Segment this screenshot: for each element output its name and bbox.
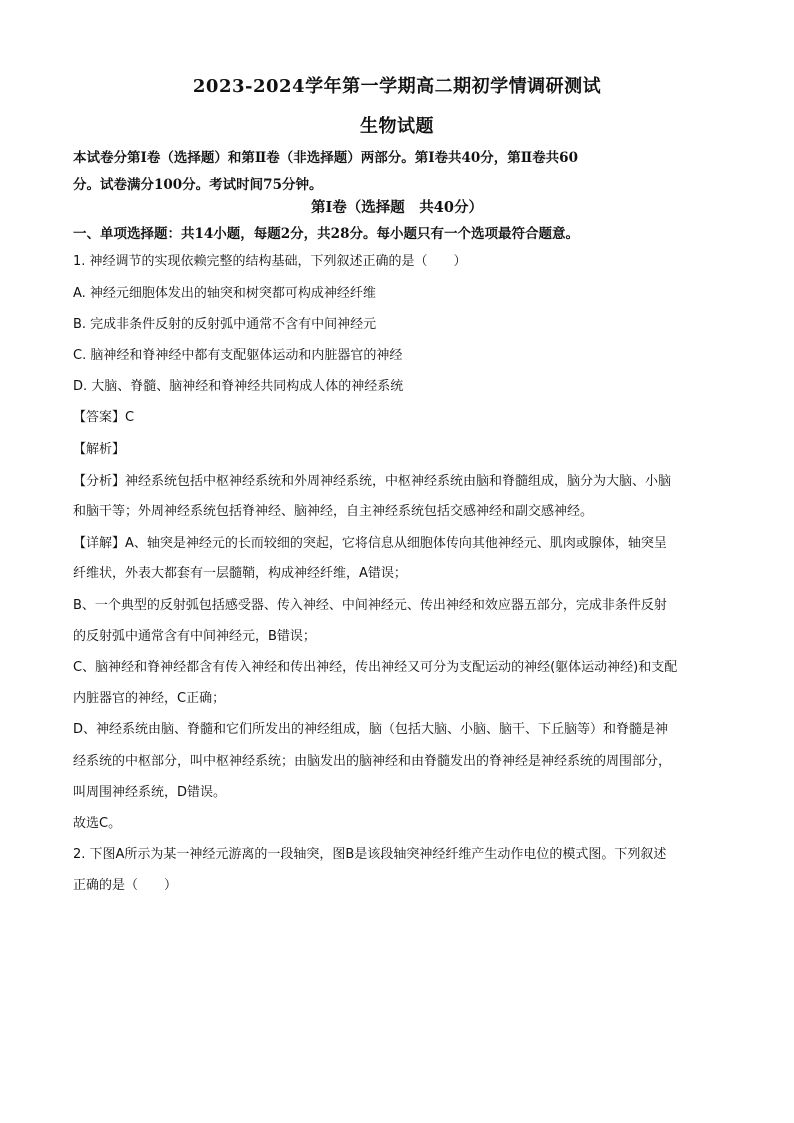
question-2-stem-line-1: 2. 下图A所示为某一神经元游离的一段轴突，图B是该段轴突神经纤维产生动作电位的模式图。下列叙述 — [73, 847, 667, 862]
question-1-conclusion: 故选C。 — [73, 816, 122, 831]
analysis-line-2: 和脑干等；外周神经系统包括脊神经、脑神经，自主神经系统包括交感神经和副交感神经。 — [73, 504, 594, 519]
detail-a-line-2: 纤维状，外表大都套有一层髓鞘，构成神经纤维，A错误； — [73, 566, 407, 581]
question-1-option-b: B. 完成非条件反射的反射弧中通常不含有中间神经元 — [73, 317, 377, 332]
detail-d-line-3: 叫周围神经系统，D错误。 — [73, 785, 227, 800]
section-heading: 第Ⅰ卷（选择题 共40分） — [311, 199, 483, 216]
detail-d-line-2: 经系统的中枢部分，叫中枢神经系统；由脑发出的脑神经和由脊髓发出的脊神经是神经系统的周围部分， — [73, 754, 672, 769]
exam-title: 2023-2024学年第一学期高二期初学情调研测试 — [192, 76, 602, 97]
detail-b-line-2: 的反射弧中通常含有中间神经元，B错误； — [73, 629, 316, 644]
detail-c-line-1: C、脑神经和脊神经都含有传入神经和传出神经，传出神经又可分为支配运动的神经(躯体运动神经)和支配 — [73, 660, 678, 675]
detail-b-line-1: B、一个典型的反射弧包括感受器、传入神经、中间神经元、传出神经和效应器五部分，完成非条件反射 — [73, 598, 667, 613]
question-1-option-d: D. 大脑、脊髓、脑神经和脊神经共同构成人体的神经系统 — [73, 379, 404, 394]
analysis-line-1: 【分析】神经系统包括中枢神经系统和外周神经系统，中枢神经系统由脑和脊髓组成，脑分为大脑、小脑 — [73, 474, 672, 489]
detail-a-line-1: 【详解】A、轴突是神经元的长而较细的突起，它将信息从细胞体传向其他神经元、肌肉或腺体，轴突呈 — [73, 536, 667, 551]
question-1-answer: 【答案】C — [73, 410, 135, 425]
detail-c-line-2: 内脏器官的神经，C正确； — [73, 691, 226, 706]
question-1-analysis-label: 【解析】 — [73, 442, 126, 457]
detail-d-line-1: D、神经系统由脑、脊髓和它们所发出的神经组成，脑（包括大脑、小脑、脑干、下丘脑等）和脊髓是神 — [73, 722, 669, 737]
question-2-stem-line-2: 正确的是（ ） — [73, 878, 178, 893]
question-1-option-a: A. 神经元细胞体发出的轴突和树突都可构成神经纤维 — [73, 286, 376, 301]
intro-line-1: 本试卷分第Ⅰ卷（选择题）和第Ⅱ卷（非选择题）两部分。第Ⅰ卷共40分，第Ⅱ卷共60 — [73, 150, 578, 166]
intro-line-2: 分。试卷满分100分。考试时间75分钟。 — [73, 177, 323, 193]
question-1-stem: 1. 神经调节的实现依赖完整的结构基础，下列叙述正确的是（ ） — [73, 254, 467, 269]
question-1-option-c: C. 脑神经和脊神经中都有支配躯体运动和内脏器官的神经 — [73, 348, 403, 363]
part-title: 一、单项选择题：共14小题，每题2分，共28分。每小题只有一个选项最符合题意。 — [73, 226, 579, 242]
exam-subtitle: 生物试题 — [360, 116, 434, 137]
